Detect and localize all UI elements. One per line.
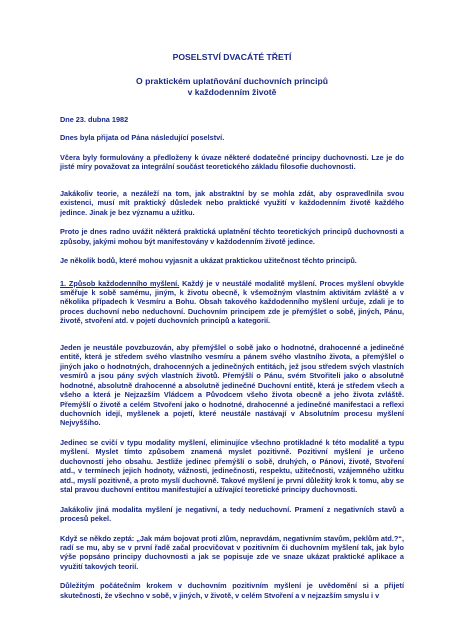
paragraph-3: Jakákoliv teorie, a nezáleží na tom, jak abstraktní by se mohla zdát, aby ospravedlnila svou existenci, musí mít praktický důsledek nebo praktické využití v každodenním životě každého jedince. Jinak je bez významu a užitku. [60,188,404,217]
paragraph-4: Proto je dnes radno uvážit některá praktická uplatnění těchto teoretických principů duchovnosti a způsoby, jakými mohou být manifestovány v každodenním životě jedince. [60,227,404,246]
paragraph-7: Jeden je neustále povzbuzován, aby přemýšlel o sobě jako o hodnotné, drahocenné a jedinečné entitě, která je středem svého vlastního vesmíru a pánem svého vlastního života, a přemýšlel o jiných jako o hodnotných, drahocenných a jedinečných entitách, jež jsou středem svých vlastních vesmírů a jsou pány svých vlastních životů. Přemýšlí o Pánu, svém Stvořiteli jako o absolutně hodnotné, absolutně drahocenné a absolutně jedinečné Duchovní entitě, která je středem všech a všeho a která je Nejzazším Vládcem a Původcem všeho života obecně a jeho života zvláště. Přemýšlí o životě a celém Stvoření jako o hodnotné, drahocenné a jedinečné manifestaci a reflexi duchovních idejí, myšlenek a pojetí, které neustále nastávají v Absolutním procesu myšlení Nejvyššího. [60,342,404,428]
section-heading: 1. Způsob každodenního myšlení. [60,278,180,288]
paragraph-6-body: Každý je v neustálé modalitě myšlení. Proces myšlení obvykle směřuje k sobě samému, jiným, k životu obecně, k všemožným vlastním aktivitám zvláště a v několika případech k Vesmíru a Bohu. Obsah takového každodenního myšlení určuje, zdali je to proces duchovní nebo neduchovní. Duchovním principem zde je přemýšlet o sobě, jiných, Pánu, životě, stvoření atd. v pojetí duchovních principů a kategorií. [60,278,404,326]
paragraph-5: Je několik bodů, které mohou vyjasnit a ukázat praktickou užitečnost těchto principů. [60,256,357,266]
chapter-title: POSELSTVÍ DVACÁTÉ TŘETÍ [172,52,292,62]
date-line: Dne 23. dubna 1982 [60,115,129,124]
paragraph-9: Jakákoliv jiná modalita myšlení je negativní, a tedy neduchovní. Pramení z negativních stavů a procesů pekel. [60,504,404,524]
paragraph-11: Důležitým počátečním krokem v duchovním pozitivním myšlení je uvědomění si a přijetí skutečnosti, že všechno v sobě, v jiných, v životě, v celém Stvoření a v nejzazším smyslu i v [60,581,404,600]
paragraph-10: Když se někdo zeptá: „Jak mám bojovat proti zlům, nepravdám, negativním stavům, peklům atd.?“, radí se mu, aby se v první řadě začal procvičovat v pozitivním či duchovním myšlení tak, jak bylo výše popsáno principy duchovnosti a jak se popisuje zde ve snaze ukázat praktické aplikace a využití takových teorií. [60,533,404,571]
paragraph-8: Jedinec se cvičí v typu modality myšlení, eliminujíce všechno protikladné k této modalitě a typu myšlení. Myslet tímto způsobem znamená myslet pozitivně. Pozitivní myšlení je určeno duchovností jeho obsahu. Jestliže jedinec přemýšlí o sobě, druhých, o Pánovi, životě, Stvoření atd., v termínech jejich hodnoty, vážnosti, jedinečnosti, respektu, užitečnosti, vzájemného užitku atd., myslí pozitivně, a proto myslí duchovně. Takové myšlení je první důležitý krok k tomu, aby se stal pravou duchovní entitou manifestující a užívající teoretické principy duchovnosti. [60,437,404,495]
paragraph-1: Dnes byla přijata od Pána následující poselství. [60,133,225,143]
chapter-subtitle [60,76,404,98]
paragraph-2: Včera byly formulovány a předloženy k úvaze některé dodatečné principy duchovnosti. Lze je do jisté míry považovat za integrální součást teoretického základu filosofie duchovnosti. [60,152,404,172]
paragraph-6 [60,279,404,326]
subtitle-line-1: O praktickém uplatňování duchovních principů [136,76,328,86]
subtitle-line-2: v každodenním životě [187,87,277,97]
